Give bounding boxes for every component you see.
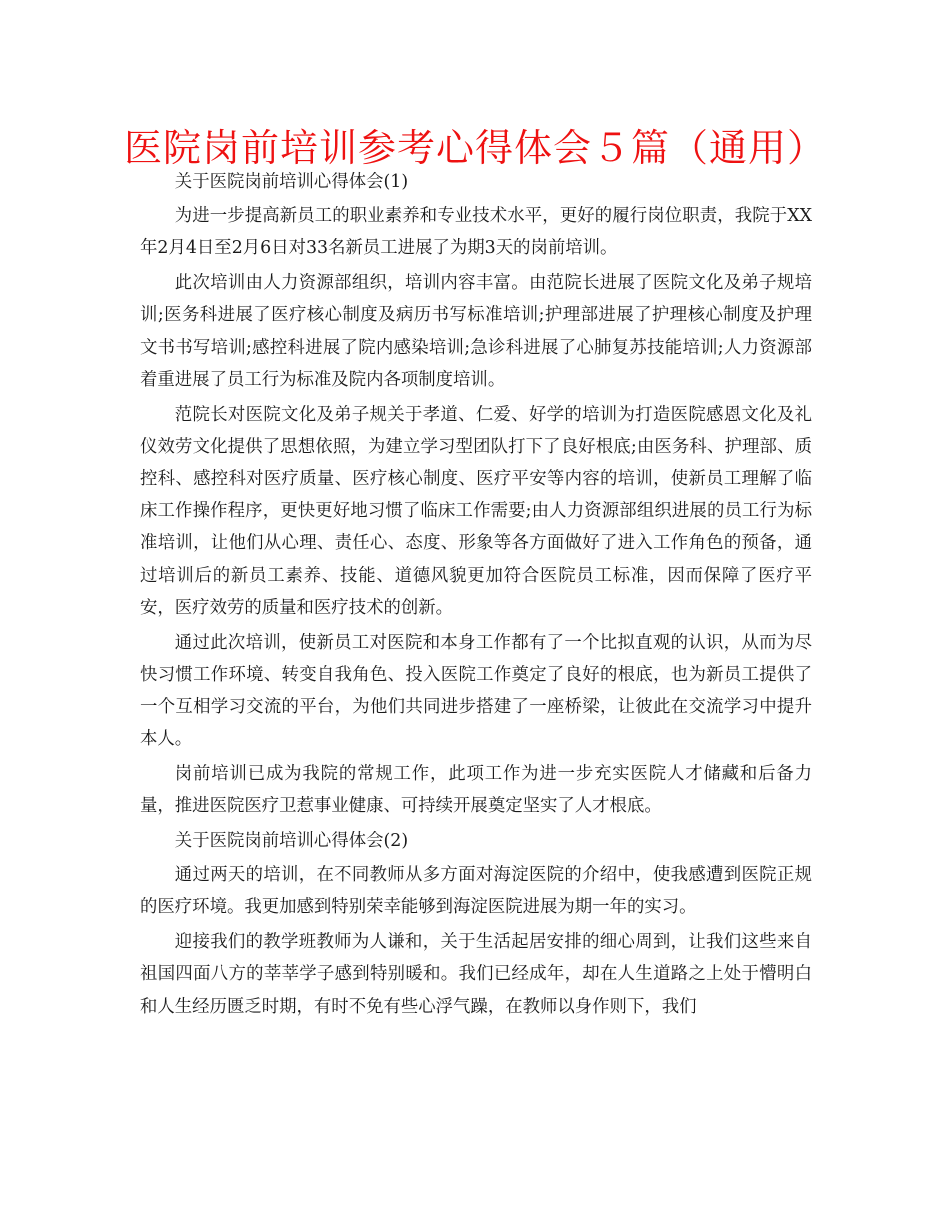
document-body [140, 166, 812, 1025]
document-title: 医院岗前培训参考心得体会５篇（通用） [123, 126, 826, 170]
section-heading-2: 关于医院岗前培训心得体会(2) [174, 831, 409, 852]
paragraph: 此次培训由人力资源部组织，培训内容丰富。由范院长进展了医院文化及弟子规培训;医务科进展了医疗核心制度及病历书写标准培训;护理部进展了护理核心制度及护理文书书写培训;感控科进展了院内感染培训;急诊科进展了心肺复苏技能培训;人力资源部着重进展了员工行为标准及院内各项制度培训。 [140, 273, 812, 390]
paragraph: 范院长对医院文化及弟子规关于孝道、仁爱、好学的培训为打造医院感恩文化及礼仪效劳文化提供了思想依照，为建立学习型团队打下了良好根底;由医务科、护理部、质控科、感控科对医疗质量、医疗核心制度、医疗平安等内容的培训，使新员工理解了临床工作操作程序，更快更好地习惯了临床工作需要;由人力资源部组织进展的员工行为标准培训，让他们从心理、责任心、态度、形象等各方面做好了进入工作角色的预备，通过培训后的新员工素养、技能、道德风貌更加符合医院员工标准，因而保障了医疗平安，医疗效劳的质量和医疗技术的创新。 [140, 404, 812, 618]
paragraph: 岗前培训已成为我院的常规工作，此项工作为进一步充实医院人才储藏和后备力量，推进医院医疗卫惹事业健康、可持续开展奠定坚实了人才根底。 [140, 764, 812, 817]
paragraph: 为进一步提高新员工的职业素养和专业技术水平，更好的履行岗位职责，我院于XX年2月4日至2月6日对33名新员工进展了为期3天的岗前培训。 [140, 206, 812, 259]
paragraph: 通过两天的培训，在不同教师从多方面对海淀医院的介绍中，使我感遭到医院正规的医疗环境。我更加感到特别荣幸能够到海淀医院进展为期一年的实习。 [140, 865, 812, 918]
paragraph: 迎接我们的教学班教师为人谦和，关于生活起居安排的细心周到，让我们这些来自祖国四面八方的莘莘学子感到特别暖和。我们已经成年，却在人生道路之上处于懵明白和人生经历匮乏时期，有时不免有些心浮气躁，在教师以身作则下，我们 [140, 932, 812, 1017]
section-heading-1: 关于医院岗前培训心得体会(1) [174, 172, 409, 192]
paragraph: 通过此次培训，使新员工对医院和本身工作都有了一个比拟直观的认识，从而为尽快习惯工作环境、转变自我角色、投入医院工作奠定了良好的根底，也为新员工提供了一个互相学习交流的平台，为他们共同进步搭建了一座桥梁，让彼此在交流学习中提升本人。 [140, 632, 812, 750]
